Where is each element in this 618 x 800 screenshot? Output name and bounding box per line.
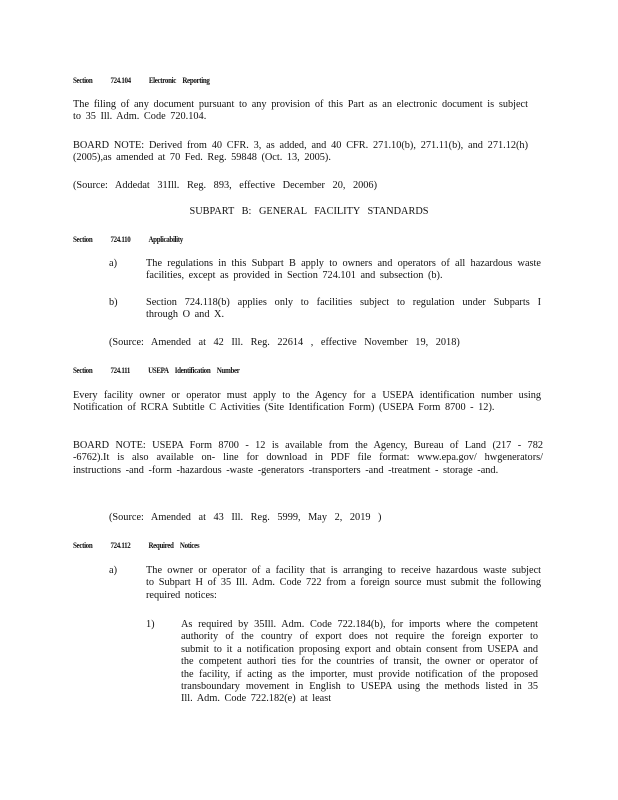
source-note-724-104: (Source: Addedat 31Ill. Reg. 893, effective December 20, 2006) [73, 180, 378, 191]
board-note-724-104: BOARD NOTE: Derived from 40 CFR. 3, as added, and 40 CFR. 271.10(b), 271.11(b), and 271.12(h) (2005),as amended at 70 Fed. Reg. 59848 (Oct. 13, 2005). [73, 140, 528, 164]
section-heading-724-112 [73, 540, 217, 550]
subsection-a-text: The owner or operator of a facility that is arranging to receive hazardous waste subject to Subpart H of 35 Ill. Adm. Code 722 from a foreign source must submit the following required notices: [146, 565, 541, 601]
section-word: Section [73, 540, 93, 550]
section-heading-724-110 [73, 234, 201, 244]
section-word: Section [73, 234, 93, 244]
source-note-724-110: (Source: Amended at 42 Ill. Reg. 22614 , effective November 19, 2018) [109, 337, 460, 348]
subsection-a-text: The regulations in this Subpart B apply to owners and operators of all hazardous waste facilities, except as provided in Section 724.101 and subsection (b). [146, 258, 541, 282]
section-number: 724.111 [110, 365, 131, 375]
paragraph-usepa-id: Every facility owner or operator must apply to the Agency for a USEPA identification number using Notification of RCRA Subtitle C Activities (Site Identification Form) (USEPA Form 8700 - 12). [73, 390, 541, 414]
section-number: 724.104 [110, 75, 131, 85]
section-number: 724.110 [110, 234, 131, 244]
subsection-a-label: a) [109, 565, 117, 576]
source-note-724-111: (Source: Amended at 43 Ill. Reg. 5999, May 2, 2019 ) [109, 512, 382, 523]
board-note-724-111: BOARD NOTE: USEPA Form 8700 - 12 is available from the Agency, Bureau of Land (217 - 782 -6762).It is also available on- line for download in PDF file format: www.epa.gov/ hwgenerators/ instructions -and -form -hazardous -waste -generators -transporters -and -treatment - storage -and. [73, 440, 543, 476]
subsection-a-label: a) [109, 258, 117, 269]
subsection-b-text: Section 724.118(b) applies only to facilities subject to regulation under Subparts I through O and X. [146, 297, 541, 321]
section-title: Electronic Reporting [148, 75, 210, 85]
section-word: Section [73, 75, 93, 85]
paragraph-filing: The filing of any document pursuant to any provision of this Part as an electronic document is subject to 35 Ill. Adm. Code 720.104. [73, 99, 528, 123]
item-1-label: 1) [146, 619, 155, 630]
section-title: USEPA Identification Number [148, 365, 240, 375]
subpart-heading: SUBPART B: GENERAL FACILITY STANDARDS [189, 206, 429, 217]
section-number: 724.112 [110, 540, 131, 550]
section-heading-724-104 [73, 75, 228, 85]
section-title: Applicability [148, 234, 183, 244]
section-word: Section [73, 365, 93, 375]
section-title: Required Notices [148, 540, 200, 550]
item-1-text: As required by 35Ill. Adm. Code 722.184(b), for imports where the competent authority of the country of export does not require the foreign exporter to submit to it a notification proposing export and obtain consent from USEPA and the competent authori ties for the countries of transit, the owner or operator of the facility, if acting as the importer, must provide notification of the proposed transboundary movement in English to USEPA using the methods listed in 35 Ill. Adm. Code 722.182(e) at least [181, 619, 538, 705]
subsection-b-label: b) [109, 297, 118, 308]
section-heading-724-111 [73, 365, 258, 375]
